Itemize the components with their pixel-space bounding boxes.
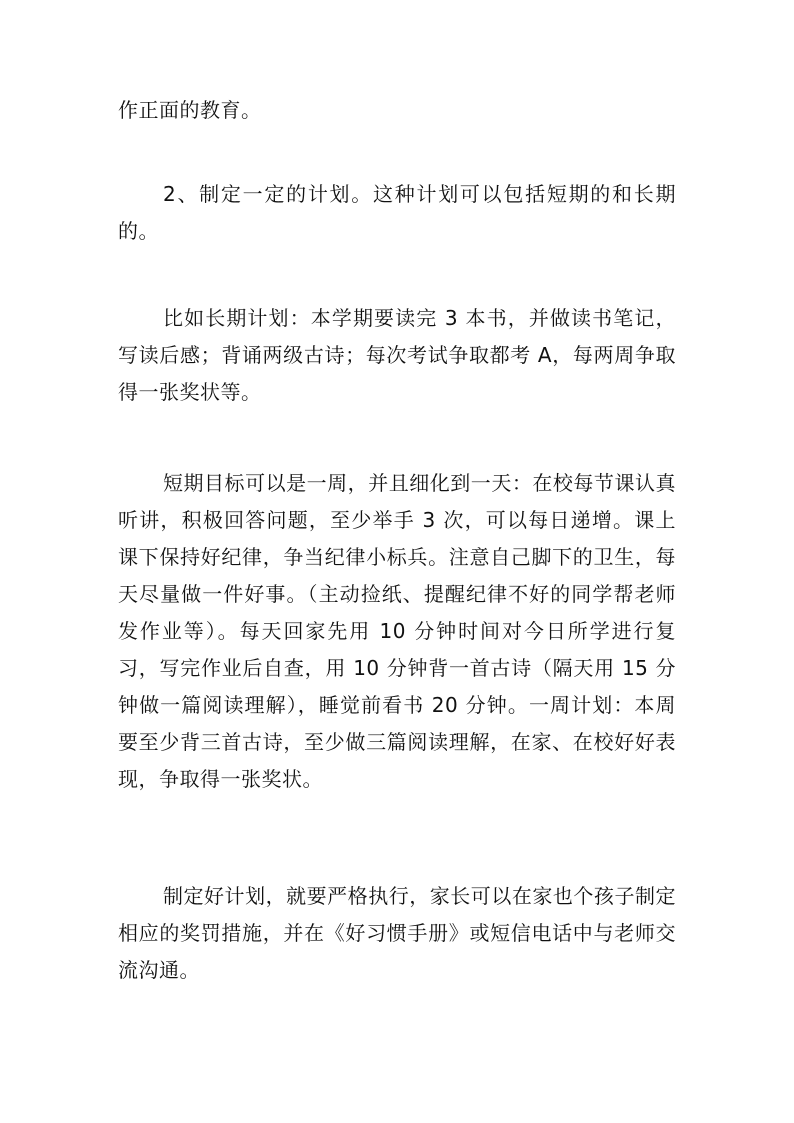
- paragraph-continuation: 作正面的教育。: [118, 98, 262, 122]
- paragraph-execute-plan: 制定好计划，就要严格执行，家长可以在家也个孩子制定相应的奖罚措施，并在《好习惯手册》或短信电话中与老师交流沟通。: [118, 884, 676, 982]
- paragraph-plan-heading: 2、制定一定的计划。这种计划可以包括短期的和长期的。: [118, 182, 676, 243]
- paragraph-long-term-plan: 比如长期计划：本学期要读完 3 本书，并做读书笔记，写读后感；背诵两级古诗；每次考试争取都考 A，每两周争取得一张奖状等。: [118, 306, 676, 404]
- paragraph-short-term-goals: 短期目标可以是一周，并且细化到一天：在校每节课认真听讲，积极回答问题，至少举手 3 次，可以每日递增。课上课下保持好纪律，争当纪律小标兵。注意自己脚下的卫生，每天尽量做一件好事。（主动捡纸、提醒纪律不好的同学帮老师发作业等）。每天回家先用 10 分钟时间对今日所学进行复习，写完作业后自查，用 10 分钟背一首古诗（隔天用 15 分钟做一篇阅读理解），睡觉前看书 20 分钟。一周计划：本周要至少背三首古诗，至少做三篇阅读理解，在家、在校好好表现，争取得一张奖状。: [118, 471, 676, 791]
